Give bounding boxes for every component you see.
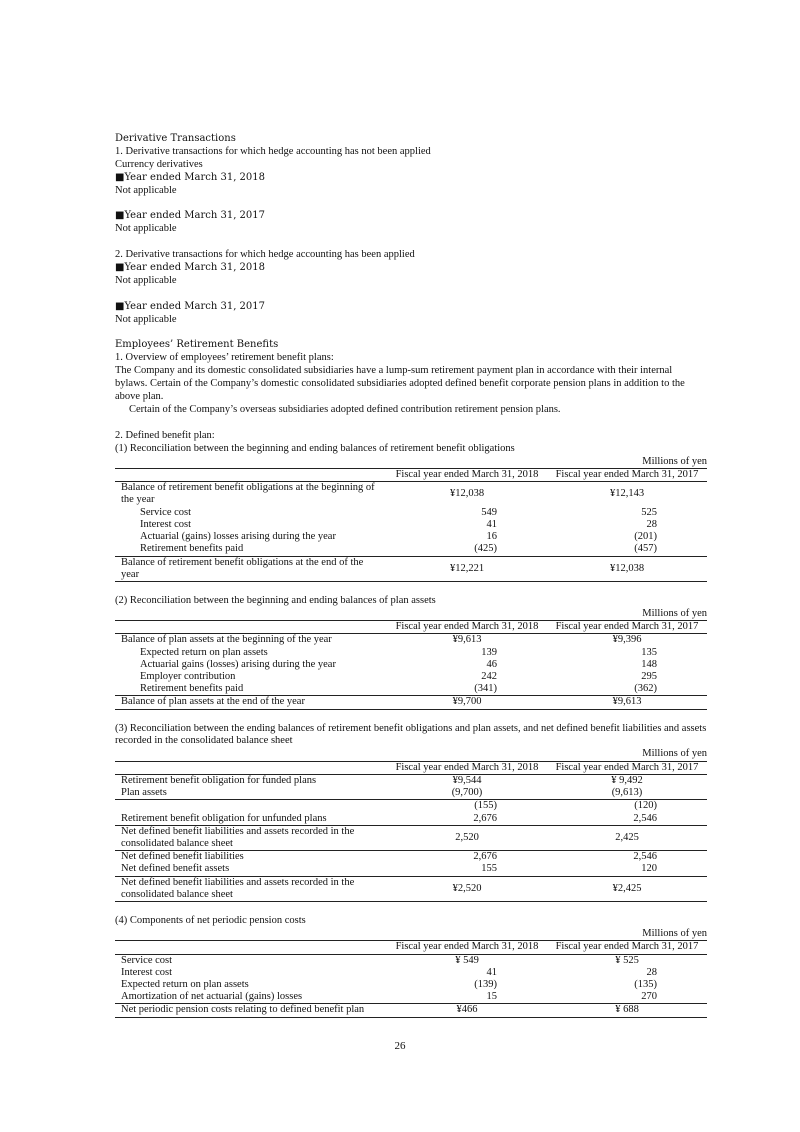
year-2017-heading-a: ■Year ended March 31, 2017	[115, 210, 266, 222]
table-row: Net defined benefit assets 155 120	[121, 863, 657, 875]
table-row: Expected return on plan assets (139) (135)	[121, 978, 657, 990]
col-header-2018: Fiscal year ended March 31, 2018	[387, 469, 547, 482]
table-row: Retirement benefits paid (425) (457)	[140, 543, 657, 555]
table-row: Service cost ¥ 549 ¥ 525	[121, 954, 639, 966]
year-2018-heading-a: ■Year ended March 31, 2018	[115, 171, 266, 183]
table-row: Net defined benefit liabilities 2,676 2,546	[121, 851, 657, 863]
col-header-2017: Fiscal year ended March 31, 2017	[547, 621, 707, 634]
overview-text: The Company and its domestic consolidated subsidiaries have a lump-sum retirement payment plan in accordance with their internal bylaws. Certain of the Company’s domestic consolidated subsidiaries adopted defined benefit corporate pension plans in addition to the above plan.	[115, 365, 685, 403]
col-header-2018: Fiscal year ended March 31, 2018	[387, 621, 547, 634]
page-number: 26	[394, 1040, 406, 1052]
table4	[115, 940, 707, 1017]
col-header-2017: Fiscal year ended March 31, 2017	[547, 941, 707, 954]
table3-units: Millions of yen	[642, 748, 707, 760]
table2-title: (2) Reconciliation between the beginning and ending balances of plan assets	[115, 594, 436, 606]
retirement-title: Employees’ Retirement Benefits	[115, 339, 279, 351]
table-row: Amortization of net actuarial (gains) losses 15 270	[115, 991, 707, 1004]
defined-benefit-heading: 2. Defined benefit plan:	[115, 429, 215, 441]
table-row: Actuarial gains (losses) arising during the year 46 148	[140, 658, 657, 670]
not-applicable-4: Not applicable	[115, 313, 177, 325]
overview-heading: 1. Overview of employees’ retirement benefit plans:	[115, 352, 334, 364]
not-applicable-1: Not applicable	[115, 184, 177, 196]
table-row: Plan assets (9,700) (9,613)	[115, 787, 707, 800]
table4-title: (4) Components of net periodic pension costs	[115, 914, 306, 926]
table-row: Employer contribution 242 295	[140, 671, 657, 683]
table-row: Balance of plan assets at the end of the year ¥9,700 ¥9,613	[115, 696, 707, 709]
table4-units: Millions of yen	[642, 927, 707, 939]
col-header-2018: Fiscal year ended March 31, 2018	[387, 941, 547, 954]
table-header-row	[115, 621, 707, 634]
year-2017-heading-b: ■Year ended March 31, 2017	[115, 300, 266, 312]
table-row: Actuarial (gains) losses arising during the year 16 (201)	[140, 531, 657, 543]
derivative-line-2: 2. Derivative transactions for which hedge accounting has been applied	[115, 249, 415, 261]
table-row: Expected return on plan assets 139 135	[140, 646, 657, 658]
table-row: Balance of plan assets at the beginning of the year ¥9,613 ¥9,396	[121, 634, 642, 646]
derivative-title: Derivative Transactions	[115, 133, 236, 144]
table1-title: (1) Reconciliation between the beginning and ending balances of retirement benefit obligations	[115, 442, 515, 454]
derivative-line-1: 1. Derivative transactions for which hedge accounting has not been applied	[115, 145, 431, 157]
table-row: Interest cost 41 28	[121, 966, 657, 978]
table-row: Retirement benefits paid (341) (362)	[140, 683, 657, 695]
year-2018-heading-b: ■Year ended March 31, 2018	[115, 262, 266, 274]
table2	[115, 620, 707, 709]
table-row: Service cost 549 525	[140, 506, 657, 518]
document-page	[115, 133, 707, 1018]
table-header-row	[115, 761, 707, 774]
table1	[115, 468, 707, 582]
table1-units: Millions of yen	[642, 455, 707, 467]
table-row: Balance of retirement benefit obligations at the end of the year ¥12,221 ¥12,038	[115, 556, 707, 581]
table2-units: Millions of yen	[642, 607, 707, 619]
overview-text-2: Certain of the Company’s overseas subsidiaries adopted defined contribution retirement pension plans.	[129, 403, 561, 415]
table-header-row	[115, 941, 707, 954]
col-header-2017: Fiscal year ended March 31, 2017	[547, 469, 707, 482]
derivative-line-currency: Currency derivatives	[115, 158, 203, 170]
col-header-2017: Fiscal year ended March 31, 2017	[547, 761, 707, 774]
table-row: Net periodic pension costs relating to defined benefit plan ¥466 ¥ 688	[115, 1004, 707, 1017]
table-row: (155) (120)	[474, 800, 657, 812]
table-row: Balance of retirement benefit obligations at the beginning of the year ¥12,038 ¥12,143	[121, 482, 645, 506]
table-row: Net defined benefit liabilities and assets recorded in the consolidated balance sheet ¥2,520 ¥2,425	[115, 876, 707, 901]
table-header-row	[115, 469, 707, 482]
table3-title: (3) Reconciliation between the ending balances of retirement benefit obligations and plan assets, and net defined benefit liabilities and assets recorded in the consolidated balance sheet	[115, 722, 707, 747]
table-row: Net defined benefit liabilities and assets recorded in the consolidated balance sheet 2,520 2,425	[115, 825, 707, 850]
table3	[115, 761, 707, 902]
not-applicable-3: Not applicable	[115, 274, 177, 286]
not-applicable-2: Not applicable	[115, 223, 177, 235]
table-row: Interest cost 41 28	[140, 518, 657, 530]
table-row: Retirement benefit obligation for unfunded plans 2,676 2,546	[121, 812, 657, 824]
table-row: Retirement benefit obligation for funded plans ¥9,544 ¥ 9,492	[121, 775, 643, 787]
col-header-2018: Fiscal year ended March 31, 2018	[387, 761, 547, 774]
